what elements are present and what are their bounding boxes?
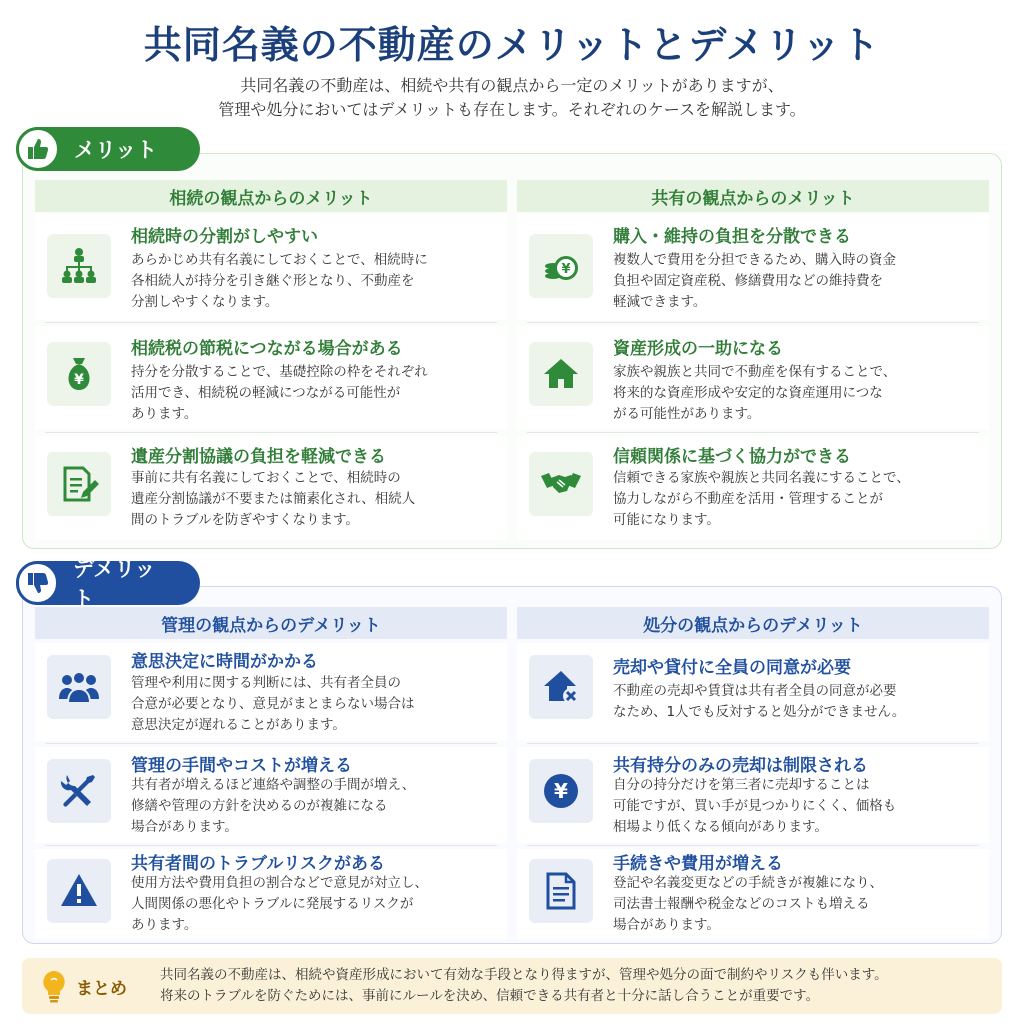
divider [527, 743, 979, 744]
thumbs-up-icon [16, 127, 60, 171]
text-line: 意思決定が遅れることがあります。 [131, 717, 346, 733]
item-text [613, 681, 983, 723]
house-x-icon [529, 655, 593, 719]
lightbulb-icon [36, 968, 72, 1004]
text-line: 可能ですが、買い手が見つかりにくく、価格も [613, 798, 897, 814]
text-line: 活用でき、相続税の軽減につながる可能性が [131, 385, 401, 401]
intro-line-2: 管理や処分においてはデメリットも存在します。それぞれのケースを解説します。 [218, 100, 806, 119]
disposal-demerit-column [517, 607, 989, 933]
text-line: 場合があります。 [131, 819, 238, 835]
item-text [613, 468, 983, 531]
column-heading: 処分の観点からのデメリット [517, 607, 989, 639]
list-item [517, 436, 989, 540]
list-item [35, 747, 507, 843]
text-line: 信頼できる家族や親族と共同名義にすることで、 [613, 470, 910, 486]
divider [45, 743, 497, 744]
summary-box [22, 958, 1002, 1014]
document-icon [529, 859, 593, 923]
column-heading: 相続の観点からのメリット [35, 180, 507, 212]
item-title: 遺産分割協議の負担を軽減できる [131, 447, 386, 467]
text-line: 司法書士報酬や税金などのコストも増える [613, 896, 870, 912]
text-line: 不動産の売却や賃貸は共有者全員の同意が必要 [613, 683, 897, 699]
item-title: 売却や貸付に全員の同意が必要 [613, 658, 851, 678]
inheritance-merit-column [35, 180, 507, 528]
merit-tab [16, 127, 200, 171]
text-line: 可能になります。 [613, 512, 720, 528]
warning-icon [47, 859, 111, 923]
item-text [613, 250, 983, 313]
handshake-icon [529, 452, 593, 516]
text-line: 分割しやすくなります。 [131, 294, 279, 310]
text-line: 事前に共有名義にしておくことで、相続時の [131, 470, 401, 486]
text-line: 間のトラブルを防ぎやすくなります。 [131, 512, 359, 528]
item-text [131, 362, 501, 425]
list-item [35, 436, 507, 540]
column-heading: 管理の観点からのデメリット [35, 607, 507, 639]
svg-text:¥: ¥ [74, 372, 84, 388]
item-title: 共有者間のトラブルリスクがある [131, 854, 385, 874]
divider [527, 322, 979, 323]
document-edit-icon [47, 452, 111, 516]
text-line: なため、1人でも反対すると処分ができません。 [613, 704, 906, 720]
text-line: 合意が必要となり、意見がまとまらない場合は [131, 696, 415, 712]
tools-icon [47, 759, 111, 823]
summary-line-1: 共同名義の不動産は、相続や資産形成において有効な手段となり得ますが、管理や処分の面で制約やリスクも伴います。 [160, 967, 888, 983]
text-line: 共有者が増えるほど連絡や調整の手間が増え、 [131, 777, 416, 793]
item-text [613, 362, 983, 425]
yen-coin-icon [529, 759, 593, 823]
list-item [517, 214, 989, 320]
merit-section [22, 153, 1002, 549]
list-item [517, 643, 989, 741]
text-line: あります。 [131, 917, 198, 933]
text-line: 将来的な資産形成や安定的な資産運用につな [613, 385, 883, 401]
text-line: 相場より低くなる傾向があります。 [613, 819, 828, 835]
item-title: 相続税の節税につながる場合がある [131, 339, 403, 359]
item-text [131, 873, 501, 936]
money-bag-yen-icon [47, 342, 111, 406]
page-title: 共同名義の不動産のメリットとデメリット [143, 23, 881, 67]
item-text [131, 775, 501, 838]
intro-text [0, 74, 1024, 122]
item-text [613, 873, 983, 936]
item-title: 購入・維持の負担を分散できる [613, 227, 851, 247]
column-heading: 共有の観点からのメリット [517, 180, 989, 212]
merit-tab-label: メリット [74, 138, 158, 162]
list-item [35, 643, 507, 741]
text-line: がる可能性があります。 [613, 406, 761, 422]
group-icon [47, 655, 111, 719]
demerit-tab-label: デメリット [73, 557, 156, 611]
divider [45, 845, 497, 846]
divider [45, 322, 497, 323]
thumbs-down-icon [16, 561, 59, 605]
item-text [131, 468, 501, 531]
item-title: 相続時の分割がしやすい [131, 227, 318, 247]
item-title: 管理の手間やコストが増える [131, 756, 352, 776]
summary-text [160, 965, 888, 1007]
text-line: 管理や利用に関する判断には、共有者全員の [131, 675, 401, 691]
text-line: 家族や親族と共同で不動産を保有することで、 [613, 364, 897, 380]
text-line: 使用方法や費用負担の割合などで意見が対立し、 [131, 875, 428, 891]
item-title: 手続きや費用が増える [613, 854, 783, 874]
list-item [35, 849, 507, 939]
divider [527, 432, 979, 433]
coins-yen-icon [529, 234, 593, 298]
item-title: 資産形成の一助になる [613, 339, 783, 359]
text-line: 遺産分割協議が不要または簡素化され、相続人 [131, 491, 416, 507]
demerit-section [22, 586, 1002, 944]
item-text [131, 250, 501, 313]
house-icon [529, 342, 593, 406]
list-item [517, 747, 989, 843]
item-title: 信頼関係に基づく協力ができる [613, 447, 851, 467]
text-line: 修繕や管理の方針を決めるのが複雑になる [131, 798, 388, 814]
text-line: 協力しながら不動産を活用・管理することが [613, 491, 883, 507]
item-title: 意思決定に時間がかかる [131, 652, 318, 672]
divider [45, 432, 497, 433]
divider [527, 845, 979, 846]
co-ownership-merit-column [517, 180, 989, 528]
text-line: あらかじめ共有名義にしておくことで、相続時に [131, 252, 428, 268]
item-text [613, 775, 983, 838]
svg-text:¥: ¥ [561, 262, 571, 277]
list-item [517, 326, 989, 430]
item-text [131, 673, 501, 736]
demerit-tab [16, 557, 200, 611]
text-line: 持分を分散することで、基礎控除の枠をそれぞれ [131, 364, 428, 380]
summary-label: まとめ [76, 979, 127, 999]
text-line: 場合があります。 [613, 917, 720, 933]
summary-line-2: 将来のトラブルを防ぐためには、事前にルールを決め、信頼できる共有者と十分に話し合うことが重要です。 [160, 988, 820, 1004]
list-item [517, 849, 989, 939]
text-line: 負担や固定資産税、修繕費用などの維持費を [613, 273, 883, 289]
svg-text:¥: ¥ [554, 779, 568, 803]
text-line: 自分の持分だけを第三者に売却することは [613, 777, 870, 793]
text-line: 各相続人が持分を引き継ぐ形となり、不動産を [131, 273, 415, 289]
text-line: 人間関係の悪化やトラブルに発展するリスクが [131, 896, 414, 912]
intro-line-1: 共同名義の不動産は、相続や共有の観点から一定のメリットがありますが、 [240, 76, 784, 95]
text-line: 軽減できます。 [613, 294, 707, 310]
org-chart-icon [47, 234, 111, 298]
text-line: 登記や名義変更などの手続きが複雑になり、 [613, 875, 883, 891]
text-line: あります。 [131, 406, 198, 422]
text-line: 複数人で費用を分担できるため、購入時の資金 [613, 252, 896, 268]
item-title: 共有持分のみの売却は制限される [613, 756, 868, 776]
list-item [35, 326, 507, 430]
list-item [35, 214, 507, 320]
